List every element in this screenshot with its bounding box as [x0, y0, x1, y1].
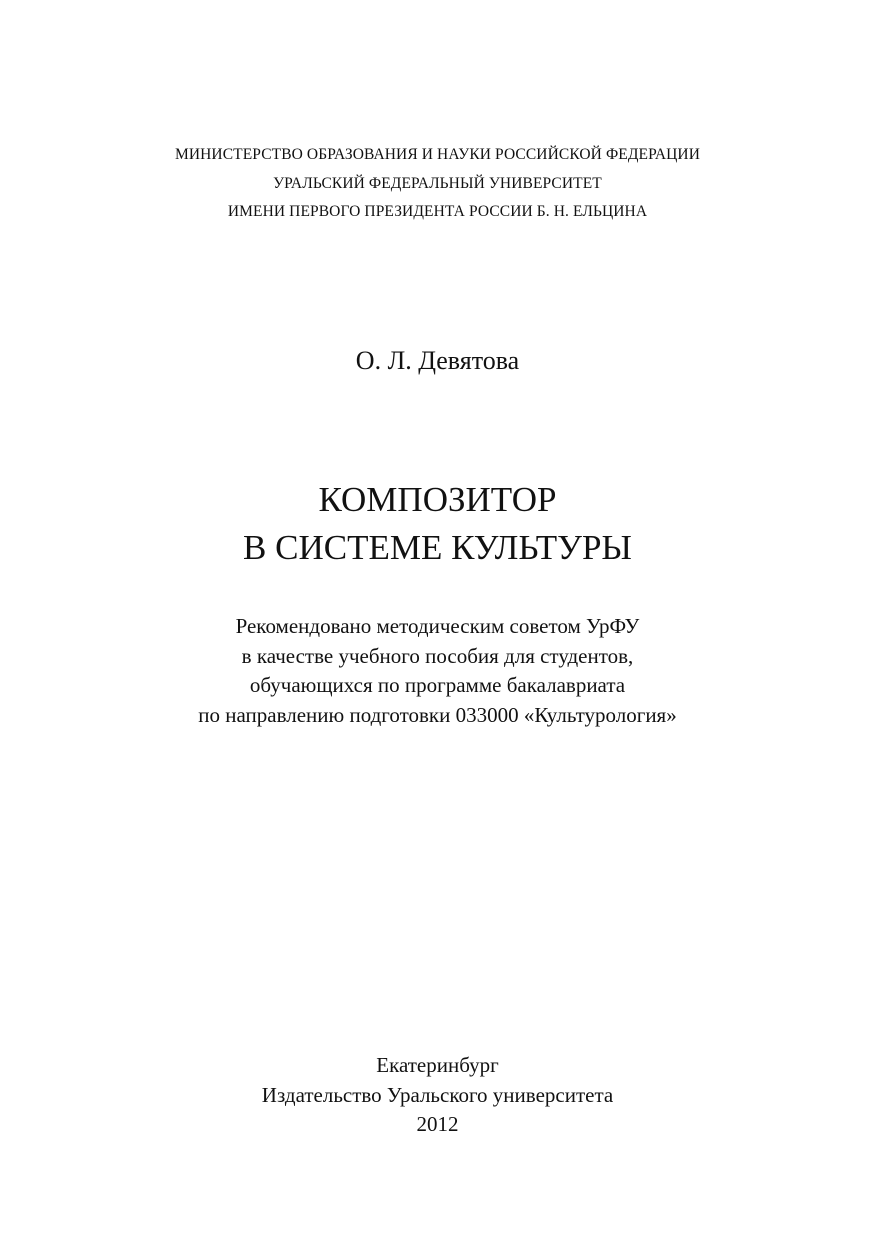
institution-ministry: МИНИСТЕРСТВО ОБРАЗОВАНИЯ И НАУКИ РОССИЙСКОЙ ФЕДЕРАЦИИ — [174, 146, 701, 163]
recommendation-line-2: в качестве учебного пособия для студентов, — [241, 643, 634, 668]
author-name: О. Л. Девятова — [355, 346, 520, 375]
institution-university-name: ИМЕНИ ПЕРВОГО ПРЕЗИДЕНТА РОССИИ Б. Н. ЕЛЬЦИНА — [227, 203, 648, 220]
book-title — [0, 476, 875, 572]
imprint — [0, 1051, 875, 1140]
recommendation-line-4: по направлению подготовки 033000 «Культурология» — [198, 702, 677, 727]
book-title-line-2: В СИСТЕМЕ КУЛЬТУРЫ — [243, 528, 632, 567]
institution-header — [0, 141, 875, 227]
imprint-city: Екатеринбург — [376, 1053, 499, 1077]
imprint-publisher: Издательство Уральского университета — [261, 1082, 614, 1107]
recommendation-line-3: обучающихся по программе бакалавриата — [249, 673, 626, 697]
recommendation-line-1: Рекомендовано методическим советом УрФУ — [235, 614, 640, 638]
institution-university: УРАЛЬСКИЙ ФЕДЕРАЛЬНЫЙ УНИВЕРСИТЕТ — [273, 174, 602, 192]
recommendation-note — [0, 612, 875, 730]
book-title-line-1: КОМПОЗИТОР — [318, 480, 557, 519]
imprint-year: 2012 — [416, 1112, 459, 1136]
